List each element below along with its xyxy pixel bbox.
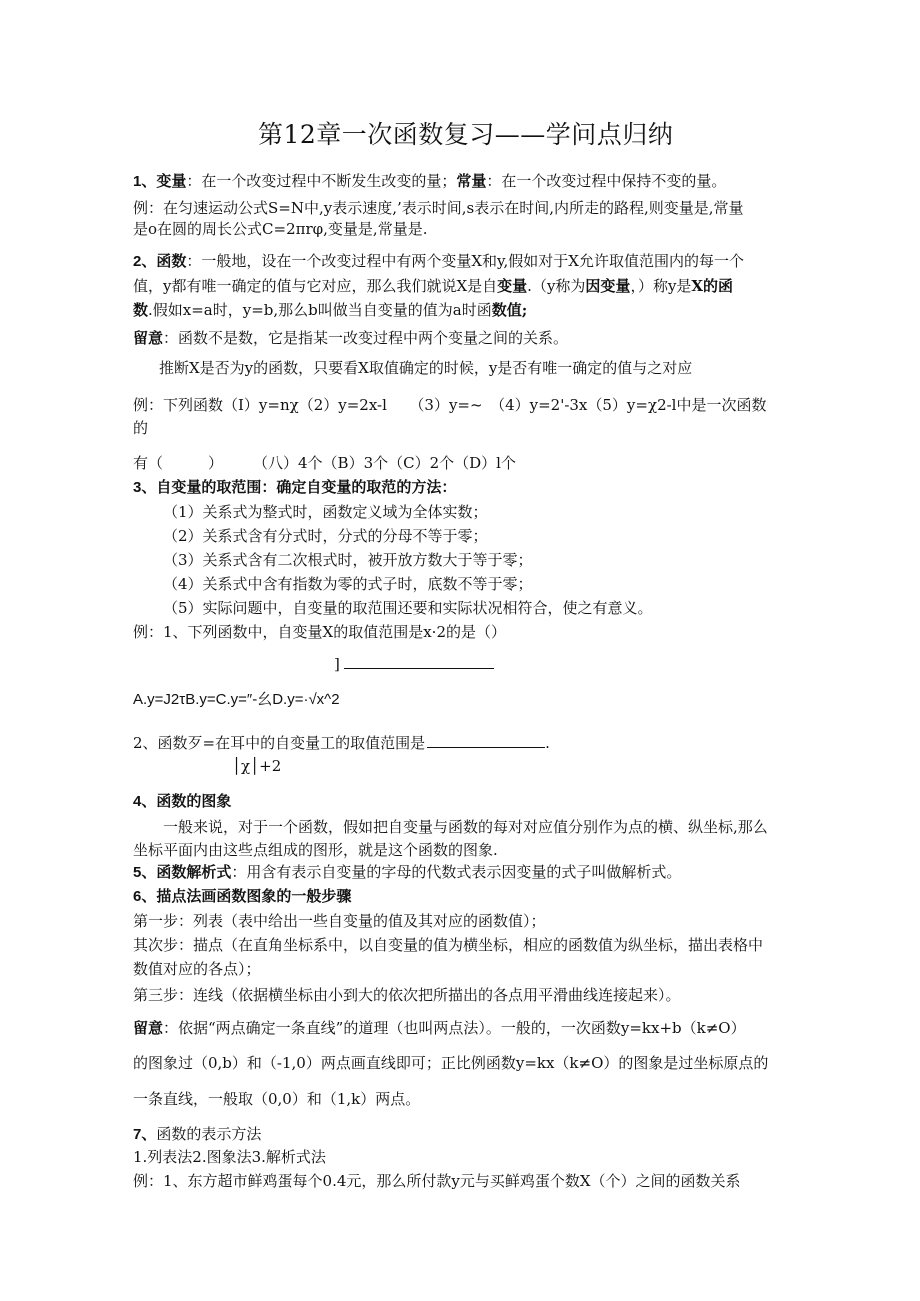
section-5-text: ：用含有表示自变量的字母的代数式表示因变量的式子叫做解析式。 (231, 863, 682, 881)
note-2-heading: 留意 (133, 1019, 164, 1037)
section-6-step-1: 第一步：列表（表中给出一些自变量的值及其对应的函数值）； (133, 912, 546, 930)
section-2-line-2 (133, 276, 733, 296)
section-2-text-2c: ，）称y是 (630, 277, 692, 295)
note-1-line (133, 328, 568, 348)
section-4-text-1: 一般来说，对于一个函数，假如把自变量与函数的每对对应值分别作为点的横、纵坐标,那么 (163, 818, 768, 836)
blank-line-row (334, 654, 494, 674)
section-2-bold-variable: 变量 (497, 277, 528, 295)
example-2-line-1: 例：下列函数（I）y=nχ（2）y=2x-l （3）y=~ （4）y=2'-3x（5）y=χ2-l中是一次函数 (133, 396, 767, 414)
note-1-text: ：函数不是数，它是指某一改变过程中两个变量之间的关系。 (163, 329, 569, 347)
section-3-item-4: （4）关系式中含有指数为零的式子时，底数不等于零； (163, 575, 533, 593)
section-3-number: 3、 (133, 479, 157, 496)
section-4-line (133, 791, 231, 812)
section-6-step-2-line-1: 其次步：描点（在直角坐标系中，以自变量的值为横坐标，相应的函数值为纵坐标，描出表格中 (133, 936, 764, 954)
section-1-text-constant: ：在一个改变过程中保持不变的量。 (486, 172, 727, 190)
section-3-example-1: 例：1、下列函数中，自变量X的取值范围是x·2的是（） (133, 623, 506, 641)
section-7-number: 7、 (133, 1126, 157, 1143)
section-3-example-2-text: 2、函数歹=在耳中的自变量工的取值范围是 (133, 734, 426, 752)
section-6-line (133, 886, 351, 907)
answer-blank-line-2 (427, 733, 545, 748)
note-2-line-1 (133, 1018, 746, 1038)
section-4-number: 4、 (133, 793, 157, 810)
page-title: 第12章一次函数复习——学问点归纳 (258, 120, 674, 149)
section-3-item-3: （3）关系式含有二次根式时，被开放方数大于等于零； (163, 551, 533, 569)
note-2-line-2: 的图象过（0,b）和（-1,0）两点画直线即可；正比例函数y=kx（k≠O）的图象是过坐标原点的 (133, 1054, 769, 1072)
section-7-methods: 1.列表法2.图象法3.解析式法 (133, 1148, 326, 1166)
section-5-line (133, 862, 681, 883)
bracket-mark: ] (334, 655, 340, 673)
section-2-text-2b: .（y称为 (527, 277, 586, 295)
section-3-options: A.y=J2τB.y=C.y=″-幺D.y=·√x^2 (133, 691, 340, 708)
answer-blank-line (344, 654, 494, 669)
section-1-text-variable: ：在一个改变过程中不断发生改变的量； (186, 172, 457, 190)
section-2-text-2a: 值，y都有唯一确定的值与它对应，那么我们就说X是自 (133, 277, 498, 295)
section-2-heading: 函数 (156, 252, 187, 270)
section-3-example-2-period: . (545, 734, 550, 752)
section-4-text-2: 坐标平面内由这些点组成的图形，就是这个函数的图象. (133, 841, 498, 859)
note-1-heading: 留意 (133, 329, 164, 347)
section-6-number: 6、 (133, 888, 157, 905)
section-2-text-1: ：一般地，设在一个改变过程中有两个变量X和y,假如对于X允许取值范围内的每一个 (186, 252, 744, 270)
judge-line: 推断X是否为y的函数，只要看X取值确定的时候，y是否有唯一确定的值与之对应 (159, 359, 693, 377)
section-1-example-line-2: 是o在圆的周长公式C=2πrφ,变量是,常量是. (133, 220, 428, 238)
note-2-line-3: 一条直线，一般取（0,0）和（1,k）两点。 (133, 1090, 421, 1108)
section-6-heading: 描点法画函数图象的一般步骤 (156, 887, 352, 905)
section-4-heading: 函数的图象 (156, 792, 232, 810)
section-5-heading: 函数解析式 (156, 863, 232, 881)
section-1-example-line-1: 例：在匀速运动公式S=N中,y表示速度,’表示时间,s表示在时间,内所走的路程,则变量是,常量 (133, 199, 744, 217)
section-3-line (133, 477, 456, 498)
section-5-number: 5、 (133, 864, 157, 881)
example-2-options: 有（ ） （八）4个（B）3个（C）2个（D）l个 (133, 454, 516, 472)
section-1-number: 1、 (133, 173, 157, 190)
section-6-step-2-line-2: 数值对应的各点）； (133, 960, 261, 978)
section-7-example: 例：1、东方超市鲜鸡蛋每个0.4元，那么所付款y元与买鲜鸡蛋个数X（个）之间的函数关系 (133, 1172, 741, 1190)
section-2-line-3 (133, 300, 527, 320)
section-7-line (133, 1124, 261, 1145)
section-3-item-5: （5）实际问题中，自变量的取范围还要和实际状况相符合，使之有意义。 (163, 599, 653, 617)
section-3-heading: 自变量的取范围：确定自变量的取范的方法： (156, 478, 457, 496)
section-1-heading-variable: 变量 (156, 172, 187, 190)
section-1-line (133, 171, 726, 192)
section-2-bold-dependent: 因变量 (585, 277, 631, 295)
section-2-bold-shu: 数 (133, 301, 149, 319)
section-3-item-2: （2）关系式含有分式时，分式的分母不等于零； (163, 527, 488, 545)
section-7-heading: 函数的表示方法 (156, 1125, 262, 1143)
section-3-abs-expression: │χ│+2 (232, 757, 282, 775)
section-2-number: 2、 (133, 253, 157, 270)
section-1-heading-constant: 常量 (456, 172, 487, 190)
section-2-line-1 (133, 251, 744, 272)
section-2-bold-function-value: 数值; (491, 301, 528, 319)
section-2-bold-function: X的函 (691, 277, 734, 295)
section-3-item-1: （1）关系式为整式时，函数定义域为全体实数； (163, 503, 488, 521)
example-2-line-2: 的 (133, 419, 149, 437)
section-3-example-2 (133, 733, 550, 753)
note-2-text-1: ：依据“两点确定一条直线”的道理（也叫两点法）。一般的，一次函数y=kx+b（k≠O） (163, 1019, 746, 1037)
section-6-step-3: 第三步：连线（依据横坐标由小到大的依次把所描出的各点用平滑曲线连接起来）。 (133, 986, 681, 1004)
section-2-text-3: .假如x=a时，y=b,那么b叫做当自变量的值为a时函 (148, 301, 492, 319)
